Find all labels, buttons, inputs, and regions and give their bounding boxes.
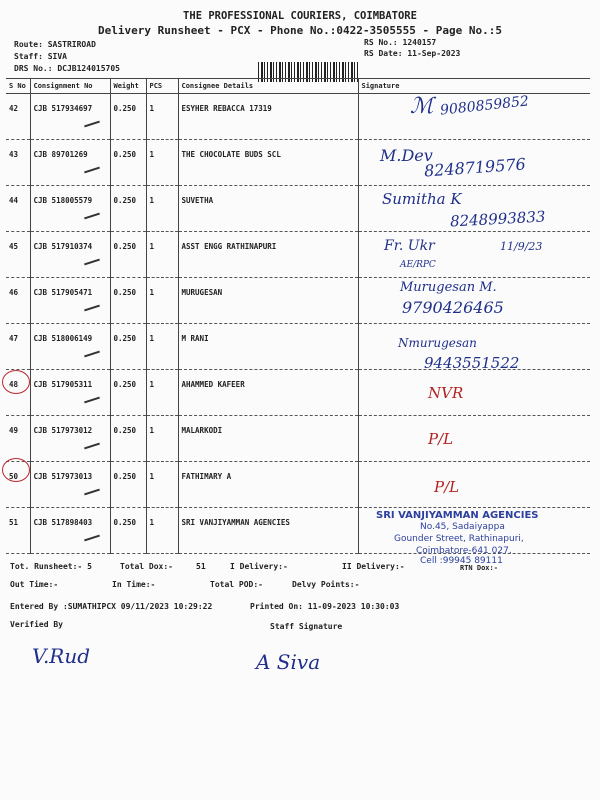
phone-handwritten: 9443551522 — [424, 354, 520, 372]
row-signature — [358, 370, 590, 416]
row-consignment — [30, 416, 110, 462]
signature-handwritten: Murugesan M. — [400, 280, 497, 295]
stamp-line: Coimbatore-641 027. — [416, 546, 512, 556]
red-circle-marking — [2, 458, 30, 482]
stamp-line: Gounder Street, Rathinapuri, — [394, 534, 524, 544]
tick-mark — [84, 535, 100, 542]
tick-mark — [84, 351, 100, 358]
row-consignee: ESYHER REBACCA 17319 — [178, 94, 358, 140]
row-consignment — [30, 278, 110, 324]
row-pcs: 1 — [146, 232, 178, 278]
row-weight: 0.250 — [110, 462, 146, 508]
signature-handwritten: P/L — [434, 478, 460, 496]
rs-date: RS Date: 11-Sep-2023 — [364, 49, 461, 58]
row-consignment — [30, 370, 110, 416]
drs-number: DRS No.: DCJB124015705 — [14, 64, 120, 73]
row-sno: 42 — [6, 94, 30, 140]
signature-handwritten: Nmurugesan — [398, 336, 477, 350]
row-pcs: 1 — [146, 416, 178, 462]
phone-handwritten: 8248993833 — [449, 207, 546, 231]
row-consignee: MURUGESAN — [178, 278, 358, 324]
row-pcs: 1 — [146, 324, 178, 370]
row-weight: 0.250 — [110, 416, 146, 462]
row-sno: 51 — [6, 508, 30, 554]
staff-signature: A Siva — [256, 650, 321, 674]
row-weight: 0.250 — [110, 140, 146, 186]
runsheet-title: Delivery Runsheet - PCX - Phone No.:0422-3505555 - Page No.:5 — [98, 24, 502, 37]
rs-number: RS No.: 1240157 — [364, 38, 437, 47]
row-consignee: M RANI — [178, 324, 358, 370]
row-consignee: SRI VANJIYAMMAN AGENCIES — [178, 508, 358, 554]
out-time-label: Out Time:- — [10, 580, 59, 589]
tick-mark — [84, 167, 100, 174]
column-header: Signature — [361, 82, 400, 90]
row-pcs: 1 — [146, 94, 178, 140]
row-consignee: MALARKODI — [178, 416, 358, 462]
table-row — [6, 232, 590, 278]
tick-mark — [84, 121, 100, 128]
row-weight: 0.250 — [110, 324, 146, 370]
signature-handwritten: NVR — [428, 384, 464, 402]
consignment-no: CJB 517934697 — [33, 104, 93, 113]
total-dox-label: Total Dox:- — [120, 562, 173, 571]
company-name: THE PROFESSIONAL COURIERS, COIMBATORE — [183, 10, 417, 22]
row-pcs: 1 — [146, 370, 178, 416]
ii-delivery-label: II Delivery:- — [342, 562, 405, 571]
row-consignment — [30, 232, 110, 278]
row-weight: 0.250 — [110, 186, 146, 232]
consignment-no: CJB 517898403 — [33, 518, 93, 527]
in-time-label: In Time:- — [112, 580, 156, 589]
column-header: PCS — [146, 79, 178, 94]
row-weight: 0.250 — [110, 370, 146, 416]
signature-handwritten: P/L — [428, 430, 454, 448]
tick-mark — [84, 489, 100, 496]
row-consignee: SUVETHA — [178, 186, 358, 232]
row-consignment — [30, 140, 110, 186]
date-handwritten: 11/9/23 — [500, 240, 543, 253]
row-pcs: 1 — [146, 278, 178, 324]
row-consignment — [30, 508, 110, 554]
table-header-row — [6, 79, 590, 94]
stamp-line: Cell :99945 89111 — [420, 556, 503, 566]
row-weight: 0.250 — [110, 232, 146, 278]
phone-handwritten: 9080859852 — [439, 93, 530, 119]
stamp-line: No.45, Sadaiyappa — [420, 522, 505, 532]
consignment-no: CJB 517973013 — [33, 472, 93, 481]
row-pcs: 1 — [146, 462, 178, 508]
row-pcs: 1 — [146, 186, 178, 232]
consignment-no: CJB 517910374 — [33, 242, 93, 251]
row-sno: 45 — [6, 232, 30, 278]
row-signature — [358, 462, 590, 508]
row-weight: 0.250 — [110, 94, 146, 140]
row-signature — [358, 416, 590, 462]
entered-by: Entered By :SUMATHIPCX 09/11/2023 10:29:22 — [10, 602, 213, 611]
tot-runsheet: Tot. Runsheet:- 5 — [10, 562, 92, 571]
consignment-no: CJB 89701269 — [33, 150, 88, 159]
tick-mark — [84, 259, 100, 266]
total-pod-label: Total POD:- — [210, 580, 263, 589]
phone-handwritten: 9790426465 — [402, 298, 504, 317]
table-row — [6, 416, 590, 462]
tick-mark — [84, 443, 100, 450]
row-sno: 47 — [6, 324, 30, 370]
signature-handwritten: Fr. Ukr — [384, 238, 435, 254]
staff-label: Staff: SIVA — [14, 52, 67, 61]
total-dox-value: 51 — [196, 562, 206, 571]
column-header: Weight — [110, 79, 146, 94]
row-sno: 43 — [6, 140, 30, 186]
tick-mark — [84, 397, 100, 404]
row-weight: 0.250 — [110, 508, 146, 554]
verified-by-label: Verified By — [10, 620, 63, 629]
row-sno: 49 — [6, 416, 30, 462]
tick-mark — [84, 305, 100, 312]
red-circle-marking — [2, 370, 30, 394]
signature-scribble: ℳ — [410, 94, 434, 119]
row-consignee: ASST ENGG RATHINAPURI — [178, 232, 358, 278]
row-pcs: 1 — [146, 508, 178, 554]
verifier-signature: V.Rud — [32, 644, 91, 668]
tick-mark — [84, 213, 100, 220]
column-header: Consignment No — [30, 79, 110, 94]
column-header: Consignee Details — [178, 79, 358, 94]
table-row — [6, 462, 590, 508]
consignment-no: CJB 517905311 — [33, 380, 93, 389]
designation-handwritten: AE/RPC — [400, 260, 436, 270]
row-sno: 48 — [6, 370, 30, 416]
signature-handwritten: Sumitha K — [382, 190, 462, 208]
row-consignee: FATHIMARY A — [178, 462, 358, 508]
signature-handwritten: M.Dev — [380, 146, 433, 165]
delvy-points-label: Delvy Points:- — [292, 580, 360, 589]
printed-on: Printed On: 11-09-2023 10:30:03 — [250, 602, 400, 611]
row-consignee: AHAMMED KAFEER — [178, 370, 358, 416]
row-consignment — [30, 324, 110, 370]
route-label: Route: SASTRIROAD — [14, 40, 96, 49]
row-consignment — [30, 94, 110, 140]
row-consignee: THE CHOCOLATE BUDS SCL — [178, 140, 358, 186]
staff-signature-label: Staff Signature — [270, 622, 343, 631]
rtn-dox-label: RTN Dox:- — [460, 564, 498, 572]
row-weight: 0.250 — [110, 278, 146, 324]
row-sno: 44 — [6, 186, 30, 232]
row-sno: 46 — [6, 278, 30, 324]
consignment-no: CJB 518006149 — [33, 334, 93, 343]
table-row — [6, 370, 590, 416]
stamp-name: SRI VANJIYAMMAN AGENCIES — [376, 510, 539, 521]
row-pcs: 1 — [146, 140, 178, 186]
consignment-no: CJB 517973012 — [33, 426, 93, 435]
row-consignment — [30, 186, 110, 232]
consignment-no: CJB 517905471 — [33, 288, 93, 297]
i-delivery-label: I Delivery:- — [230, 562, 288, 571]
phone-handwritten: 8248719576 — [423, 154, 527, 181]
row-sno: 50 — [6, 462, 30, 508]
row-consignment — [30, 462, 110, 508]
column-header: S No — [6, 79, 30, 94]
consignment-no: CJB 518005579 — [33, 196, 93, 205]
